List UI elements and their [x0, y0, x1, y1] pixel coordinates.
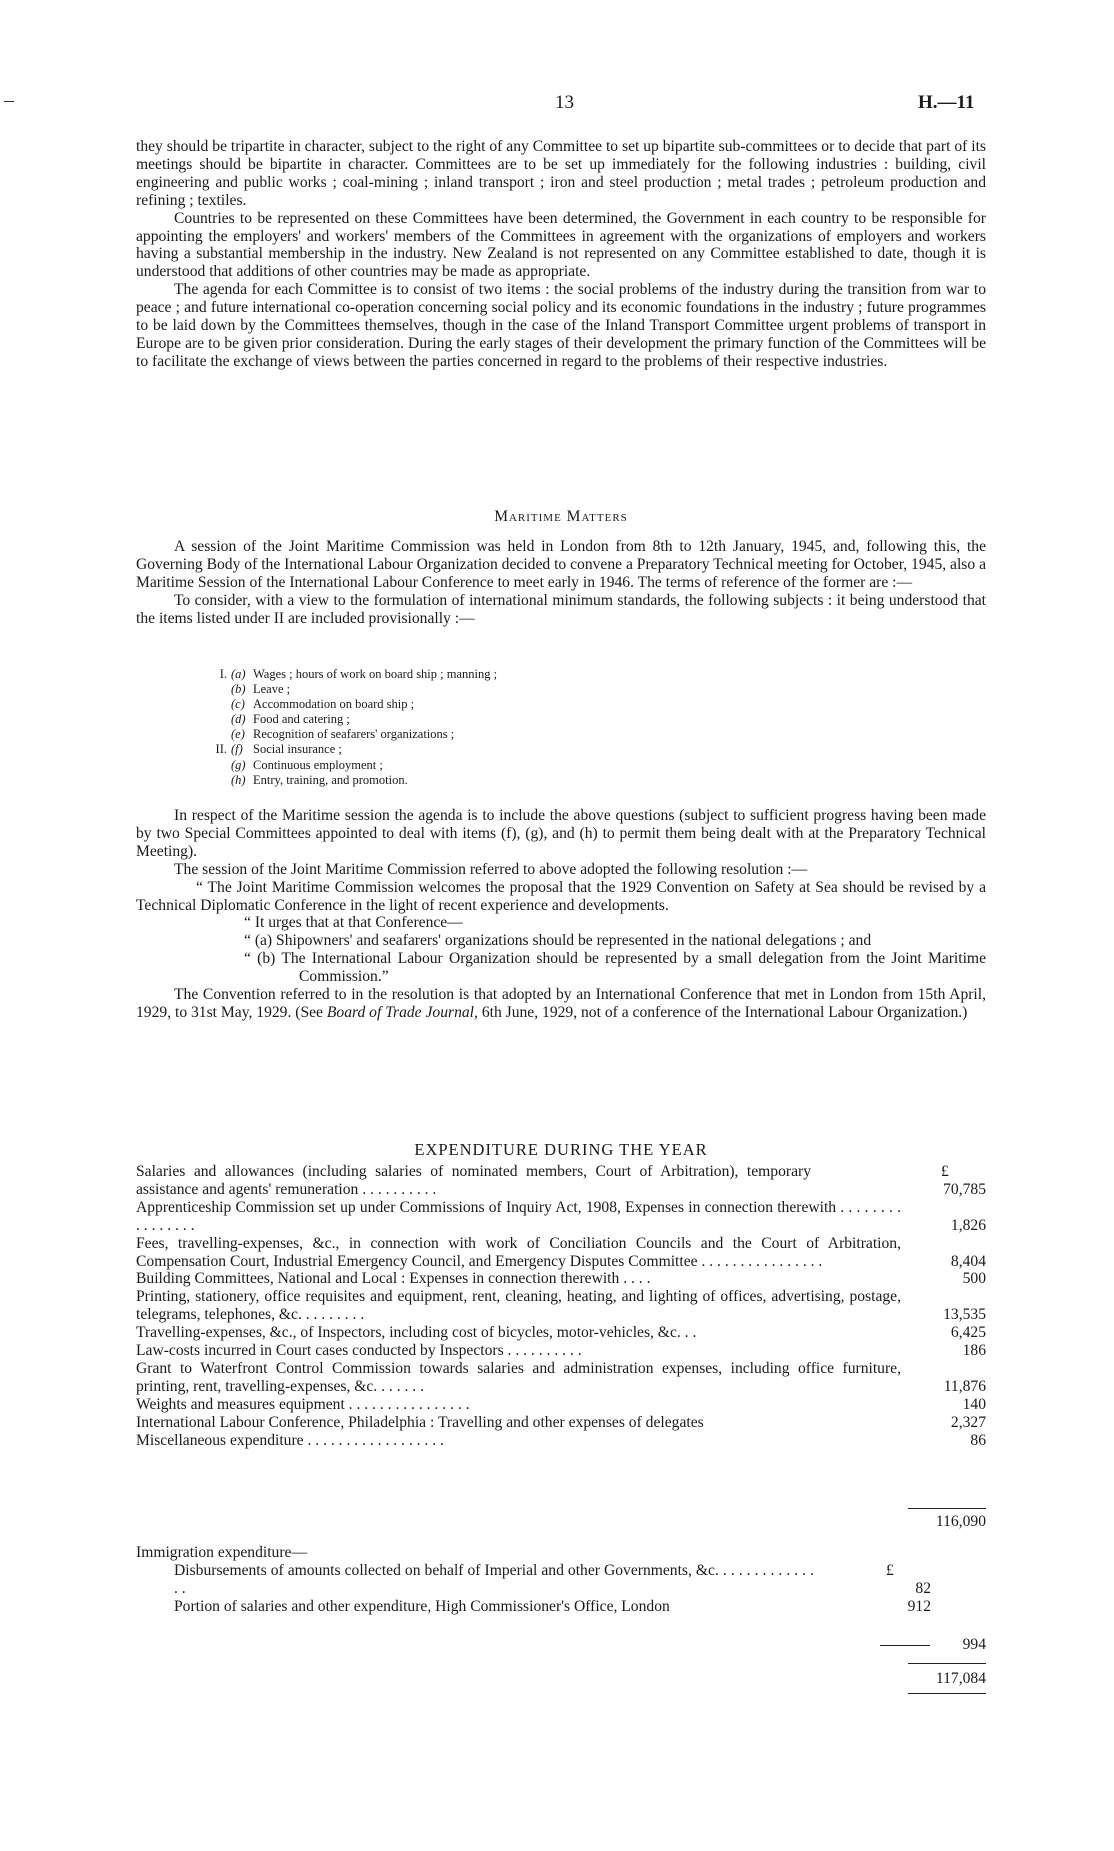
row-amount: 500	[962, 1270, 986, 1288]
paragraph: Countries to be represented on these Committees have been determined, the Government in each country to be responsible for appointing the employers' and workers' members of the Committees in agreement with the organizations of employers and workers having a substantial membership in the industry. New Zealand is not represented on any Committee established to date, though it is understood that additions of other countries may be made as appropriate.	[136, 209, 986, 281]
row-amount: 11,876	[943, 1377, 986, 1395]
immigration-total: 994	[962, 1636, 986, 1653]
total-underline	[908, 1693, 986, 1694]
terms-list	[205, 667, 497, 788]
row-description: Printing, stationery, office requisites and equipment, rent, cleaning, heating, and lighting of offices, advertising, postage, telegrams, telephones, &c. . . . . . . . .	[136, 1288, 901, 1324]
row-description: Miscellaneous expenditure . . . . . . . . . . . . . . . . . .	[136, 1431, 444, 1449]
row-description: International Labour Conference, Philadelphia : Travelling and other expenses of delegates	[136, 1413, 704, 1431]
row-description: Disbursements of amounts collected on behalf of Imperial and other Governments, &c. . . . . . . . . . . . . . .	[174, 1561, 814, 1597]
table-row	[136, 1235, 986, 1271]
row-amount: 186	[962, 1342, 986, 1360]
paragraph: To consider, with a view to the formulation of international minimum standards, the following subjects : it being understood that the items listed under II are included provisionally :—	[136, 591, 986, 627]
row-description: Law-costs incurred in Court cases conducted by Inspectors . . . . . . . . . .	[136, 1342, 582, 1360]
expenditure-title: EXPENDITURE DURING THE YEAR	[414, 1140, 708, 1159]
quote-paragraph: “ (a) Shipowners' and seafarers' organizations should be represented in the national delegations ; and	[244, 932, 872, 950]
list-item: II. (f) Social insurance ;	[215, 742, 342, 757]
list-item: (c) Accommodation on board ship ;	[231, 697, 415, 712]
maritime-section-continued	[136, 807, 986, 1022]
row-amount: 8,404	[950, 1252, 986, 1270]
table-row	[136, 1432, 986, 1450]
row-amount: 70,785	[943, 1180, 986, 1198]
currency-symbol: £	[886, 1562, 894, 1579]
immigration-heading: Immigration expenditure—	[136, 1544, 308, 1561]
table-row	[136, 1163, 986, 1199]
table-row	[136, 1396, 986, 1414]
row-amount: 1,826	[950, 1216, 986, 1234]
list-item: (g) Continuous employment ;	[231, 757, 383, 772]
quote-paragraph: “ It urges that at that Conference—	[244, 914, 463, 932]
expenditure-subtotal: 116,090	[935, 1513, 986, 1530]
table-row	[136, 1324, 986, 1342]
paragraph: A session of the Joint Maritime Commission was held in London from 8th to 12th January, 1945, and, following this, the Governing Body of the International Labour Organization decided to convene a Preparatory Technical meeting for October, 1945, also a Maritime Session of the International Labour Conference to meet early in 1946. The terms of reference of the former are :—	[136, 538, 986, 591]
table-row	[136, 1414, 986, 1432]
paragraph: The Convention referred to in the resolution is that adopted by an International Conference that met in London from 15th April, 1929, to 31st May, 1929. (See Board of Trade Journal, 6th June, 1929, not of a conference of the International Labour Organization.)	[136, 986, 986, 1021]
subtotal-rule	[908, 1508, 986, 1509]
table-row	[136, 1598, 986, 1616]
page-reference: H.—11	[918, 92, 975, 113]
list-item: (e) Recognition of seafarers' organizations ;	[231, 727, 455, 742]
table-row	[136, 1360, 986, 1396]
grand-total: 117,084	[935, 1670, 986, 1687]
row-description: Travelling-expenses, &c., of Inspectors, including cost of bicycles, motor-vehicles, &c. . .	[136, 1324, 697, 1342]
row-amount: 13,535	[943, 1306, 986, 1324]
list-item: (d) Food and catering ;	[231, 712, 350, 727]
row-amount: 2,327	[950, 1413, 986, 1431]
list-item: (h) Entry, training, and promotion.	[231, 772, 408, 787]
row-description: Fees, travelling-expenses, &c., in connection with work of Conciliation Councils and the Court of Arbitration, Compensation Court, Industrial Emergency Council, and Emergency Disputes Committee . . . . . . . . . . . . . . . .	[136, 1234, 901, 1270]
list-item: (b) Leave ;	[231, 682, 291, 697]
table-row	[136, 1199, 986, 1235]
currency-symbol: £	[941, 1163, 949, 1180]
table-row	[136, 1288, 986, 1324]
row-amount: 6,425	[950, 1324, 986, 1342]
row-description: Salaries and allowances (including salaries of nominated members, Court of Arbitration), temporary assistance and agents' remuneration . . . . . . . . . .	[136, 1163, 811, 1198]
list-item: I. (a) Wages ; hours of work on board ship ; manning ;	[219, 667, 498, 681]
row-amount: 140	[962, 1395, 986, 1413]
row-description: Grant to Waterfront Control Commission towards salaries and administration expenses, including office furniture, printing, rent, travelling-expenses, &c. . . . . . .	[136, 1359, 901, 1395]
paragraph: The session of the Joint Maritime Commission referred to above adopted the following resolution :—	[174, 860, 808, 878]
table-row	[136, 1342, 986, 1360]
paragraph: In respect of the Maritime session the agenda is to include the above questions (subject to sufficient progress having been made by two Special Committees appointed to deal with items (f), (g), and (h) to permit them being dealt with at the Preparatory Technical Meeting).	[136, 807, 986, 860]
maritime-section	[136, 538, 986, 628]
immigration-section	[136, 1544, 986, 1616]
quote-paragraph: “ The Joint Maritime Commission welcomes the proposal that the 1929 Convention on Safety at Sea should be revised by a Technical Diplomatic Conference in the light of recent experience and developments.	[136, 878, 986, 914]
row-description: Weights and measures equipment . . . . . . . . . . . . . . . .	[136, 1395, 470, 1413]
row-description: Apprenticeship Commission set up under Commissions of Inquiry Act, 1908, Expenses in connection therewith . . . . . . . . . . . . . . . .	[136, 1198, 901, 1234]
inner-rule	[880, 1645, 930, 1646]
expenditure-table	[136, 1163, 986, 1450]
row-amount: 912	[907, 1597, 931, 1615]
intro-section	[136, 138, 986, 371]
total-rule	[908, 1663, 986, 1664]
paragraph: The agenda for each Committee is to consist of two items : the social problems of the industry during the transition from war to peace ; and future international co-operation concerning social policy and its economic foundations in the industry ; future programmes to be laid down by the Committees themselves, though in the case of the Inland Transport Committee urgent problems of transport in Europe are to be given prior consideration. During the early stages of their development the primary function of the Committees will be to facilitate the exchange of views between the parties concerned in regard to the problems of their respective industries.	[136, 281, 986, 370]
page-number: 13	[555, 92, 574, 113]
row-amount: 86	[970, 1431, 986, 1449]
row-description: Portion of salaries and other expenditure, High Commissioner's Office, London	[174, 1597, 670, 1615]
row-description: Building Committees, National and Local : Expenses in connection therewith . . . .	[136, 1270, 651, 1288]
quote-paragraph: “ (b) The International Labour Organization should be represented by a small delegation from the Joint Maritime Commission.”	[244, 950, 986, 986]
paragraph: they should be tripartite in character, subject to the right of any Committee to set up bipartite sub-committees or to decide that part of its meetings should be bipartite in character. Committees are to be set up immediately for the following industries : building, civil engineering and public works ; coal-mining ; inland transport ; iron and steel production ; metal trades ; petroleum production and refining ; textiles.	[136, 138, 986, 209]
row-amount: 82	[915, 1579, 931, 1597]
maritime-heading: Maritime Matters	[494, 508, 628, 525]
table-row	[136, 1562, 986, 1598]
table-row	[136, 1270, 986, 1288]
margin-mark	[4, 101, 14, 102]
